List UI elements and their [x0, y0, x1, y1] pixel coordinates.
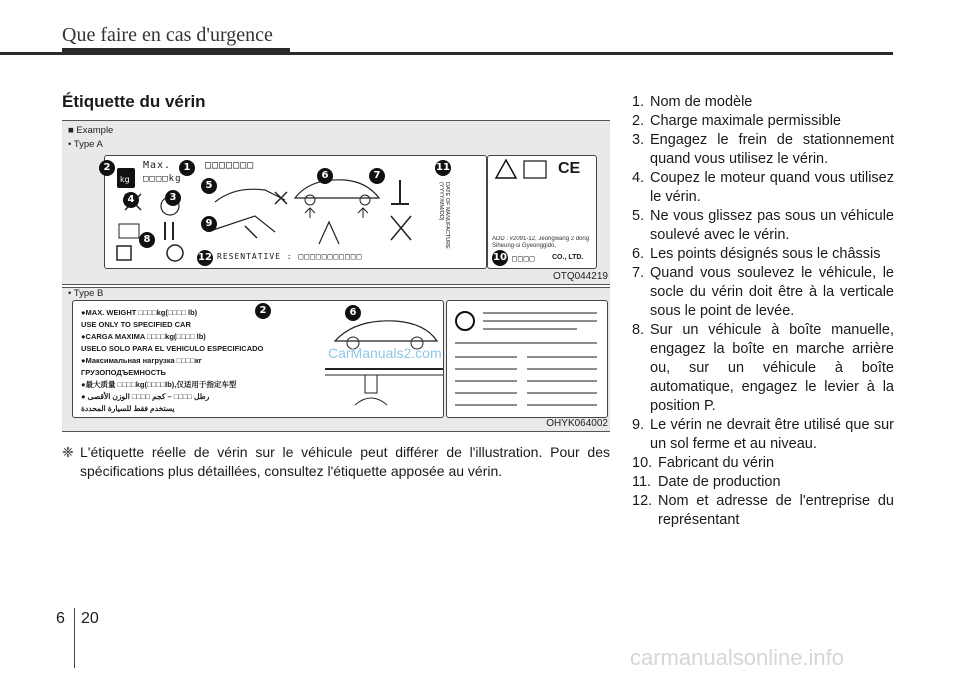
text-line: ● رطل □□□□ – كجم □□□□ الوزن الأقصى [81, 392, 210, 401]
multilingual-weight-text [81, 307, 321, 415]
max-label: Max. [143, 160, 172, 171]
callout-badge: 5 [201, 178, 217, 194]
type-b-caption: • Type B [68, 288, 104, 299]
footer-divider [74, 608, 75, 668]
ce-mark: CE [558, 160, 581, 177]
representative-field: RESENTATIVE : □□□□□□□□□□□ [217, 252, 363, 261]
svg-text:kg: kg [120, 175, 130, 184]
callout-badge: 12 [197, 250, 213, 266]
kg-field: □□□□kg [143, 174, 182, 184]
page-number: 20 [81, 610, 99, 627]
running-header: Que faire en cas d'urgence [62, 24, 273, 46]
text-line: ●Максимальная нагрузка □□□□кг [81, 356, 202, 365]
text-line: USE ONLY TO SPECIFIED CAR [81, 320, 191, 329]
list-item: 12. Nom et adresse de l'entreprise du représentant [632, 493, 894, 528]
list-item: 5. Ne vous glissez pas sous un véhicule soulevé avec le vérin. [632, 208, 894, 243]
text-line: ●MAX. WEIGHT □□□□kg(□□□□ lb) [81, 308, 198, 317]
type-a-caption: • Type A [68, 139, 103, 150]
callout-badge: 6 [317, 168, 333, 184]
text-line: ГРУЗОПОДЪЕМНОСТЬ [81, 368, 166, 377]
model-boxes: □□□□□□□ [205, 160, 255, 171]
callout-badge: 9 [201, 216, 217, 232]
list-item: 3. Engagez le frein de stationnement quand vous utilisez le vérin. [632, 132, 894, 167]
list-item: 6. Les points désignés sous le châssis [632, 246, 881, 262]
note-text: L'étiquette réelle de vérin sur le véhicule peut différer de l'illustration. Pour des spécifications plus détaillées, consultez l'étiquette apposée au vérin. [80, 444, 610, 479]
callout-badge: 3 [165, 190, 181, 206]
watermark-large: carmanualsonline.info [630, 645, 845, 670]
maker-boxes: □□□□ [512, 254, 536, 263]
certification-placeholder-lines [447, 301, 607, 417]
text-line: ●最大质量 □□□□kg(□□□□lb),仅适用于指定车型 [81, 380, 237, 389]
illustration-note [62, 443, 610, 481]
list-item: 10. Fabricant du vérin [632, 455, 775, 471]
list-item: 8. Sur un véhicule à boîte manuelle, engagez la boîte en marche arrière ou, sur un véhicule à boîte automatique, engagez le levier à la position P. [632, 322, 894, 414]
jack-label-type-a-figure [62, 120, 610, 285]
list-item: 11. Date de production [632, 474, 781, 490]
list-item: 1. Nom de modèle [632, 94, 753, 110]
text-line: يستخدم فقط للسيارة المحددة [81, 404, 175, 413]
list-item: 4. Coupez le moteur quand vous utilisez le vérin. [632, 170, 894, 205]
callout-badge: 10 [492, 250, 508, 266]
list-item: 9. Le vérin ne devrait être utilisé que sur un sol ferme et au niveau. [632, 417, 894, 452]
callout-badge: 1 [179, 160, 195, 176]
callout-badge: 2 [255, 303, 271, 319]
watermark-small: CarManuals2.com [328, 345, 442, 361]
example-caption: ■ Example [68, 125, 114, 136]
callout-badge: 11 [435, 160, 451, 176]
figure-code: OHYK064002 [546, 418, 608, 429]
callout-badge: 8 [139, 232, 155, 248]
note-symbol: ❈ [62, 444, 74, 460]
text-line: USELO SOLO PARA EL VEHICULO ESPECIFICADO [81, 344, 264, 353]
label-panel-a-certification [487, 155, 597, 269]
list-item: 2. Charge maximale permissible [632, 113, 841, 129]
company-name: CO., LTD. [552, 254, 584, 261]
header-bar [62, 48, 290, 54]
callout-badge: 7 [369, 168, 385, 184]
callout-badge: 4 [123, 192, 139, 208]
text-line: ●CARGA MAXIMA □□□□kg(□□□□ lb) [81, 332, 206, 341]
chapter-number: 6 [56, 610, 65, 627]
address-line: ADD : #2091-12, Jeongwang 2 dong Siheung-si Gyeonggido, [492, 236, 590, 249]
callout-badge: 6 [345, 305, 361, 321]
figure-code: OTQ044219 [552, 271, 608, 282]
list-item: 7. Quand vous soulevez le véhicule, le socle du vérin doit être à la verticale sous le point de levée. [632, 265, 894, 319]
label-legend-list [632, 93, 894, 530]
callout-badge: 2 [99, 160, 115, 176]
manufacture-date-vertical: DATE OF MANUFACTURE (YYYY/MM/DD) [438, 182, 450, 249]
label-panel-a [104, 155, 487, 269]
label-panel-b-certification [446, 300, 608, 418]
section-title: Étiquette du vérin [62, 92, 206, 111]
